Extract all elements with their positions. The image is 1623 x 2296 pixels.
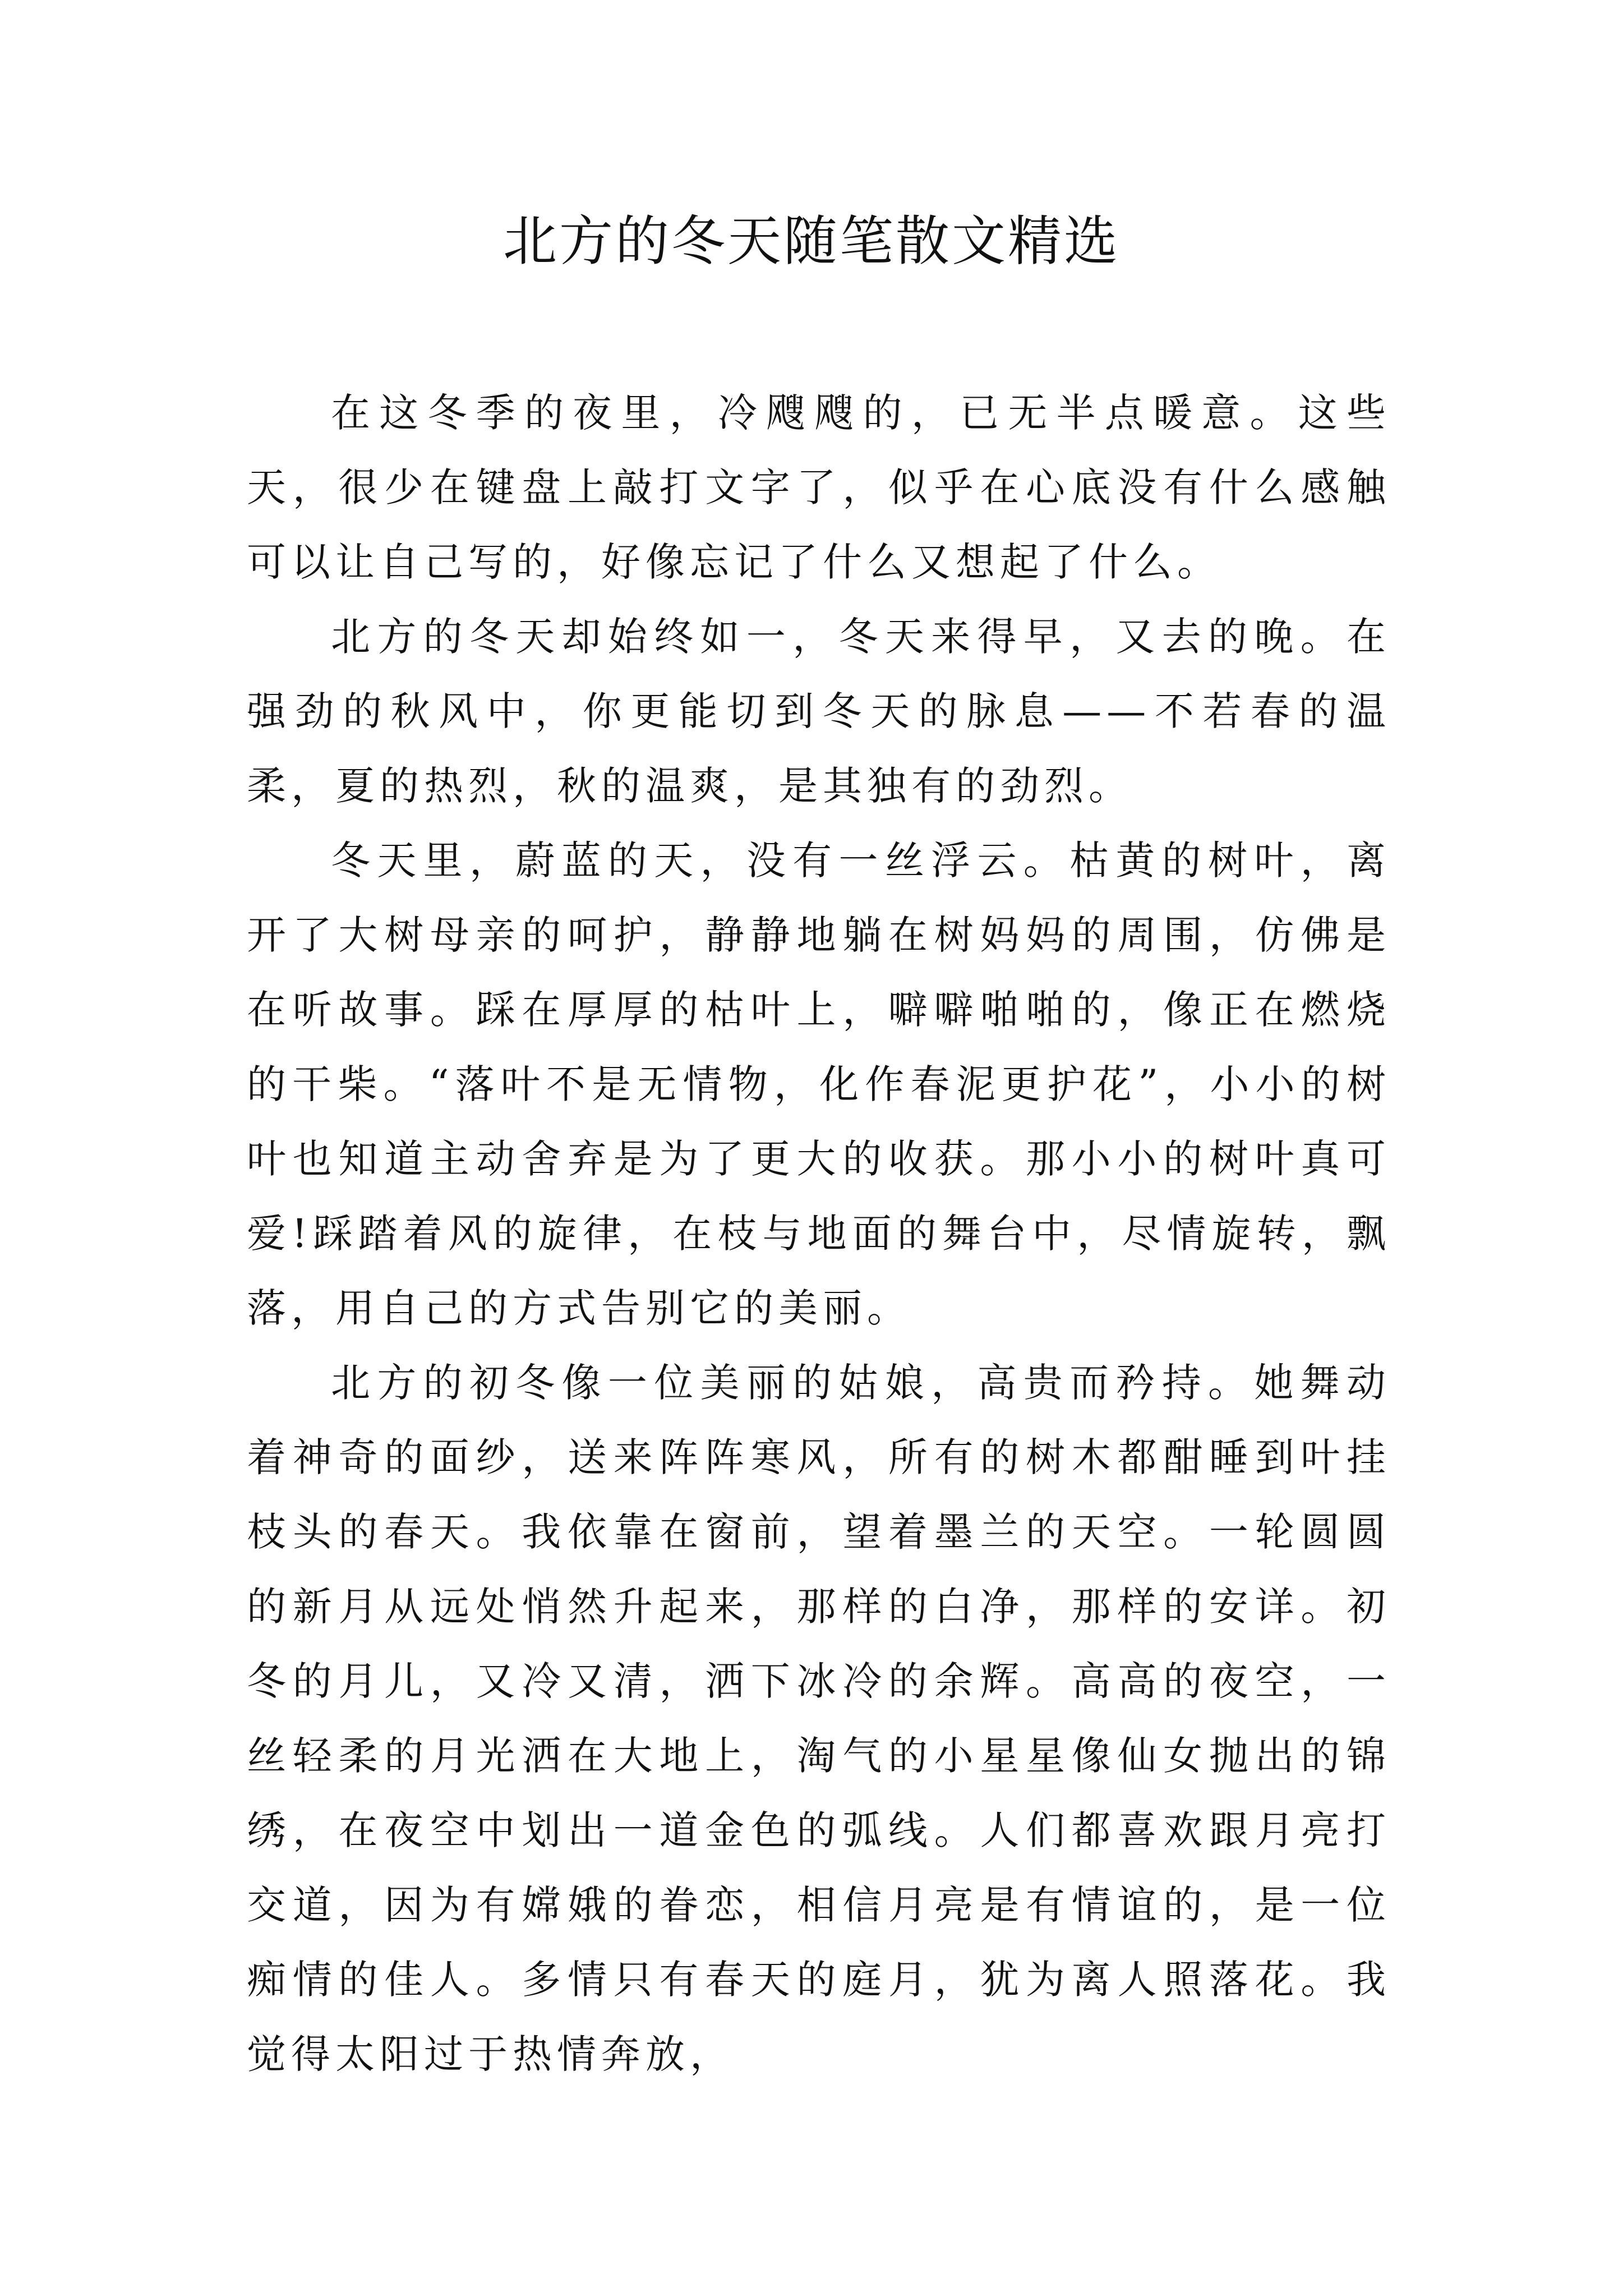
paragraph-2: 北方的冬天却始终如一，冬天来得早，又去的晚。在强劲的秋风中，你更能切到冬天的脉息——不若春的温柔，夏的热烈，秋的温爽，是其独有的劲烈。	[247, 614, 1391, 809]
paragraph-3: 冬天里，蔚蓝的天，没有一丝浮云。枯黄的树叶，离开了大树母亲的呵护，静静地躺在树妈妈的周围，仿佛是在听故事。踩在厚厚的枯叶上，噼噼啪啪的，像正在燃烧的干柴。“落叶不是无情物，化作春泥更护花”，小小的树叶也知道主动舍弃是为了更大的收获。那小小的树叶真可爱!踩踏着风的旋律，在枝与地面的舞台中，尽情旋转，飘落，用自己的方式告别它的美丽。	[247, 838, 1391, 1331]
document-title: 北方的冬天随笔散文精选	[503, 210, 1120, 273]
paragraph-1: 在这冬季的夜里，冷飕飕的，已无半点暖意。这些天，很少在键盘上敲打文字了，似乎在心底没有什么感触可以让自己写的，好像忘记了什么又想起了什么。	[247, 390, 1391, 585]
paragraph-4: 北方的初冬像一位美丽的姑娘，高贵而矜持。她舞动着神奇的面纱，送来阵阵寒风，所有的树木都酣睡到叶挂枝头的春天。我依靠在窗前，望着墨兰的天空。一轮圆圆的新月从远处悄然升起来，那样的白净，那样的安详。初冬的月儿，又冷又清，洒下冰冷的余辉。高高的夜空，一丝轻柔的月光洒在大地上，淘气的小星星像仙女抛出的锦绣，在夜空中划出一道金色的弧线。人们都喜欢跟月亮打交道，因为有嫦娥的眷恋，相信月亮是有情谊的，是一位痴情的佳人。多情只有春天的庭月，犹为离人照落花。我觉得太阳过于热情奔放，	[247, 1360, 1391, 2077]
article-body	[247, 376, 1391, 2092]
